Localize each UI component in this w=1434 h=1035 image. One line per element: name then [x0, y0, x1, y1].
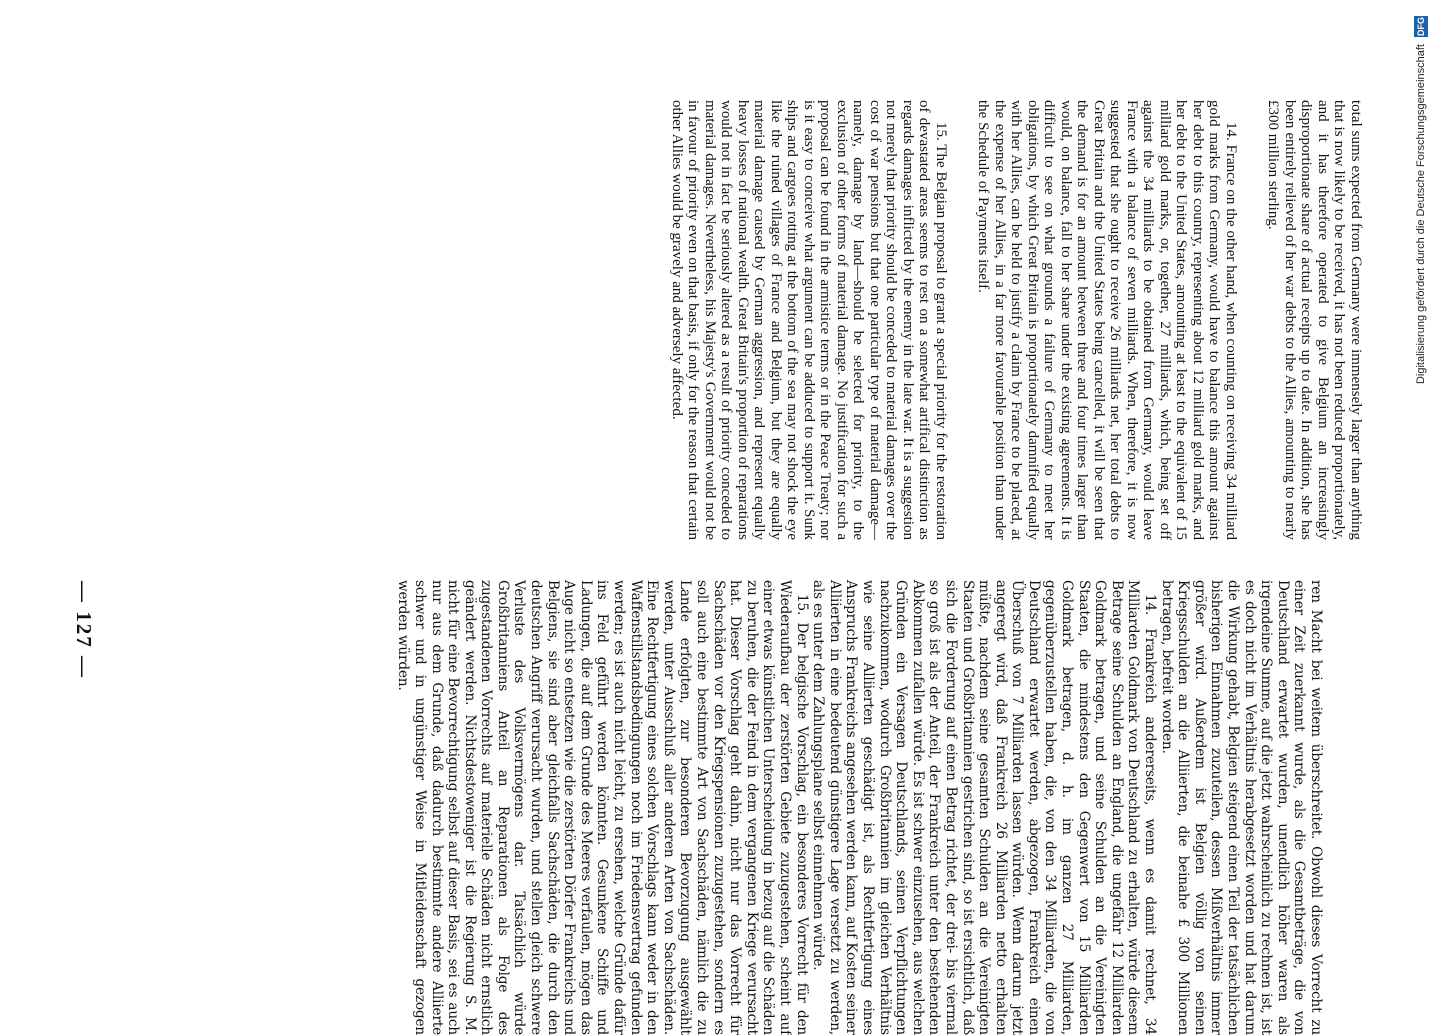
paragraph-13-continued-de: ren Macht bei weitem überschreitet. Obwohl dieses Vorrecht zu einer Zeit zuerkannt wurde, als die Gesamtbeträge, die von Deutschland erwartet wurden, unendlich höher waren als irgendeine Summe, auf die jetzt wahrscheinlich zu rechnen ist, ist es doch nicht im Verhältnis herabgesetzt worden und hat darum die Wirkung gehabt, Belgien steigend einen Teil der tatsächlichen bisherigen Einnahmen zuzuteilen, dessen Mißverhältnis immer größer wird. Außerdem ist Belgien völlig von seinen Kriegsschulden an die Alliierten, die beinahe £ 300 Millionen betragen, befreit worden. [1158, 580, 1324, 1035]
paragraph-13-continued-en: total sums expected from Germany were immensely larger than anything that is now likely to be received, it has not been reduced proportionately, and it has therefore operated to give Belgium an increasingly disproportionate share of actual receipts up to date. In addition, she has been entirely relieved of her war debts to the Allies, amounting to nearly £300 million sterling. [1265, 100, 1364, 540]
dfg-logo: DFG [1416, 17, 1426, 36]
page-number: — 127 — [72, 581, 96, 679]
digitization-credit [1414, 16, 1428, 384]
paragraph-14-en: 14. France on the other hand, when counting on receiving 34 milliard gold marks from Germany, would have to balance this amount against her debt to this country, representing about 12 milliard gold marks, and her debt to the United States, amounting at least to the equivalent of 15 milliard gold marks, or, together, 27 milliards, which, being set off against the 34 milliards to be obtained from Germany, would leave France with a balance of seven milliards. When, therefore, it is now suggested that she ought to receive 26 milliards net, her total debts to Great Britain and the United States being cancelled, it will be seen that the demand is for an amount between three and four times larger than would, on balance, fall to her share under the existing agreements. It is difficult to see on what grounds a failure of Germany to meet her obligations, by which Great Britain is proportionately damnified equally with her Allies, can be held to justify a claim by France to be placed, at the expense of her Allies, in a far more favourable position than under the Schedule of Payments itself. [975, 100, 1239, 540]
english-text-column [643, 100, 1365, 540]
paragraph-14-de: 14. Frankreich andererseits, wenn es damit rechnet, 34 Milliarden Goldmark von Deutschland zu erhalten, würde diesem Betrage seine Schulden an England, die ungefähr 12 Milliarden Goldmark betragen, und seine Schulden an die Vereinigten Staaten, die mindestens den Gegenwert von 15 Milliarden Goldmark betragen, d. h. im ganzen 27 Milliarden, gegenüberzustellen haben, die, von den 34 Milliarden, die von Deutschland erwartet werden, abgezogen, Frankreich einen Überschuß von 7 Milliarden lassen würden. Wenn darum jetzt angeregt wird, daß Frankreich 26 Milliarden netto erhalten müßte, nachdem seine gesamten Schulden an die Vereinigten Staaten und Großbritannien gestrichen sind, so ist ersichtlich, daß sich die Forderung auf einen Betrag richtet, der drei- bis viermal so groß ist als der Anteil, der Frankreich unter den bestehenden Abkommen zufallen würde. Es ist schwer einzusehen, aus welchen Gründen ein Versagen Deutschlands, seinen Verpflichtungen nachzukommen, wodurch Großbritannien im gleichen Verhältnis wie seine Alliierten geschädigt ist, als Rechtfertigung eines Anspruchs Frankreichs angesehen werden kann, auf Kosten seiner Alliierten in eine bedeutend günstigere Lage versetzt zu werden, als es unter dem Zahlungsplane selbst einnehmen würde. [810, 580, 1159, 1035]
paragraph-15-en: 15. The Belgian proposal to grant a special priority for the restoration of devastated areas seems to rest on a somewhat artifical distinction as regards damages inflicted by the enemy in the late war. It is a suggestion not merely that priority should be conceded to material damages over the cost of war pensions but that one particular type of material damage—namely, damage by land—should be selected for priority, to the exclusion of other forms of material damage. No justification for such a proposal can be found in the armistice terms or in the Peace Treaty; nor is it easy to conceive what argument can be adduced to support it. Sunk ships and cargoes rotting at the bottom of the sea may not shock the eye like the ruined villages of France and Belgium, but they are equally material damage caused by German aggression, and represent equally heavy losses of national wealth. Great Britain's proportion of reparations would not in fact be seriously altered as a result of priority conceded to material damages. Nevertheless, his Majesty's Government would not be in favour of priority even on that basis, if only for the reason that certain other Allies would be gravely and adversely affected. [669, 100, 949, 540]
paragraph-15-de: 15. Der belgische Vorschlag, ein besonderes Vorrecht für den Wiederaufbau der zerstörten Gebiete zuzugestehen, scheint auf einer etwas künstlichen Unterscheidung in bezug auf die Schäden zu beruhen, die der Feind in dem vergangenen Kriege verursacht hat. Dieser Vorschlag geht dahin, nicht nur das Vorrecht für Sachschäden vor den Kriegspensionen zuzugestehen, sondern es soll auch eine bestimmte Art von Sachschäden, nämlich die zu Lande erfolgten, zur besonderen Bevorzugung ausgewählt werden, unter Ausschluß aller anderen Arten von Sachschäden. Eine Rechtfertigung eines solchen Vorschlags kann weder in den Waffenstillstandsbedingungen noch im Friedensvertrag gefunden werden; es ist auch nicht leicht, zu ersehen, welche Gründe dafür ins Feld geführt werden könnten. Gesunkene Schiffe und Ladungen, die auf dem Grunde des Meeres verfaulen, mögen das Auge nicht so entsetzen wie die zerstörten Dörfer Frankreichs und Belgiens, sie sind aber gleichfalls Sachschäden, die durch den deutschen Angriff verursacht wurden, und stellen gleich schwere Verluste des Volksvermögens dar. Tatsächlich würde Großbritanniens Anteil an Reparationen als Folge des zugestandenen Vorrechts auf materielle Schäden nicht ernstlich geändert werden. Nichtsdestoweniger ist die Regierung S. M. nicht für eine Bevorrechtigung selbst auf dieser Basis, sei es auch nur aus dem Grunde, daß dadurch bestimmte andere Alliierte schwer und in ungünstiger Weise in Mitleidenschaft gezogen werden würden. [395, 580, 810, 1035]
german-text-column [395, 580, 1324, 1035]
credit-text: Digitalisierung gefördert durch die Deutsche Forschungsgemeinschaft [1415, 44, 1427, 385]
